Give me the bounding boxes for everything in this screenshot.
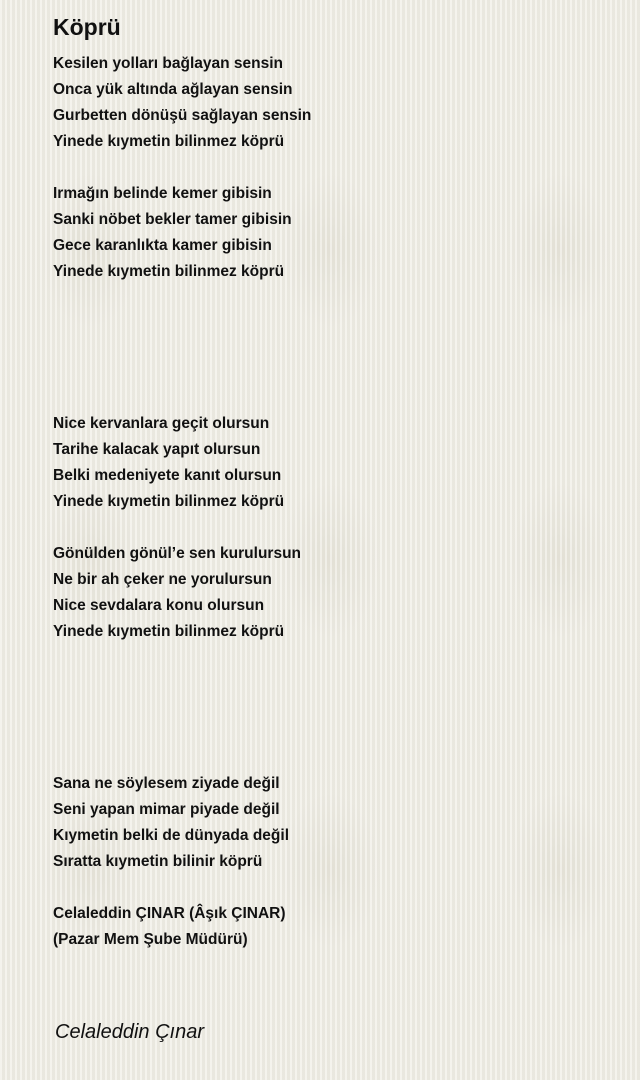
- stanza-4: [53, 541, 301, 645]
- poem-line: Sıratta kıymetin bilinir köprü: [53, 853, 263, 870]
- poem-line: Seni yapan mimar piyade değil: [53, 801, 280, 818]
- poem-line: Belki medeniyete kanıt olursun: [53, 467, 282, 484]
- stanza-2: [53, 181, 292, 285]
- poem-line: Irmağın belinde kemer gibisin: [53, 185, 272, 202]
- poem-line: Tarihe kalacak yapıt olursun: [53, 441, 261, 458]
- poem-line: Kesilen yolları bağlayan sensin: [53, 55, 284, 72]
- stanza-3: [53, 411, 284, 515]
- stanza-5: [53, 771, 289, 875]
- poem-line: Kıymetin belki de dünyada değil: [53, 827, 289, 844]
- poem-line: Sanki nöbet bekler tamer gibisin: [53, 211, 292, 228]
- poem-line: Onca yük altında ağlayan sensin: [53, 81, 293, 98]
- stanza-1: [53, 51, 311, 155]
- poem-line: Yinede kıymetin bilinmez köprü: [53, 623, 285, 640]
- poem-line: Sana ne söylesem ziyade değil: [53, 775, 280, 792]
- poem-line: Ne bir ah çeker ne yorulursun: [53, 571, 272, 588]
- poem-line: Yinede kıymetin bilinmez köprü: [53, 263, 285, 280]
- poem-line: Gurbetten dönüşü sağlayan sensin: [53, 107, 312, 124]
- poem-line: Yinede kıymetin bilinmez köprü: [53, 493, 285, 510]
- signature-title: (Pazar Mem Şube Müdürü): [53, 931, 248, 948]
- poem-title: Köprü: [53, 14, 121, 40]
- poem-line: Gece karanlıkta kamer gibisin: [53, 237, 272, 254]
- poem-line: Nice kervanlara geçit olursun: [53, 415, 270, 432]
- author-name: Celaleddin Çınar: [55, 1021, 204, 1043]
- signature-block: [53, 901, 286, 953]
- poem-line: Yinede kıymetin bilinmez köprü: [53, 133, 285, 150]
- poem-line: Nice sevdalara konu olursun: [53, 597, 265, 614]
- poem-line: Gönülden gönül’e sen kurulursun: [53, 545, 302, 562]
- signature-name: Celaleddin ÇINAR (Âşık ÇINAR): [53, 905, 286, 922]
